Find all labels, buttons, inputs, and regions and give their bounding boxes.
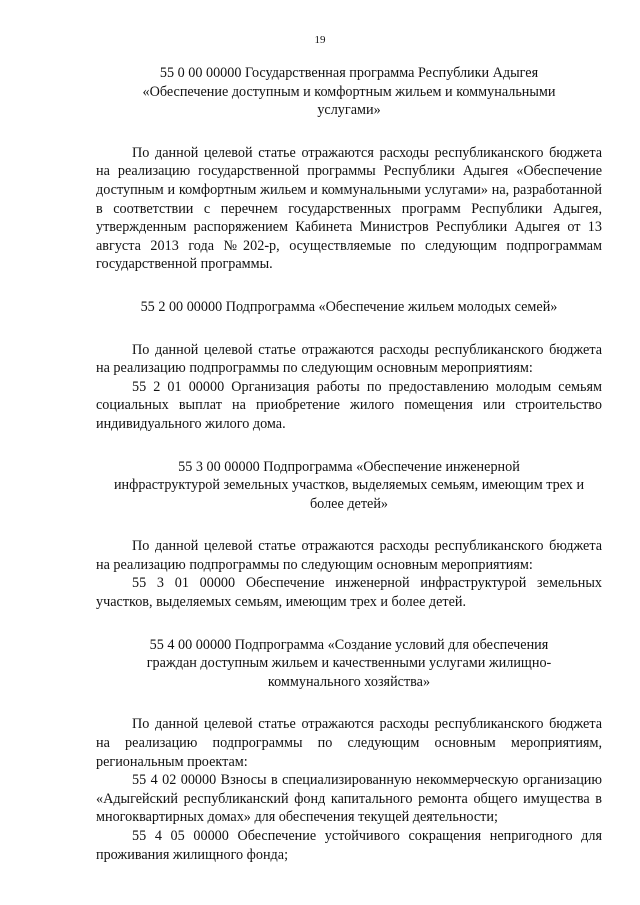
section-heading xyxy=(96,458,602,514)
section-heading xyxy=(96,636,602,692)
body-paragraph: 55 2 01 00000 Организация работы по предоставлению молодым семьям социальных выплат на приобретение жилого помещения или строительство индивидуального жилого дома. xyxy=(96,378,602,432)
heading-line: коммунального хозяйства» xyxy=(267,673,431,690)
heading-line: граждан доступным жильем и качественными услугами жилищно- xyxy=(146,655,552,672)
body-paragraph: По данной целевой статье отражаются расходы республиканского бюджета на реализацию государственной программы Республики Адыгея «Обеспечение доступным и комфортным жильем и коммунальными услугами» на, разработанной в соответствии с перечнем государственных программ Республики Адыгея, утвержденным распоряжением Кабинета Министров Республики Адыгея от 13 августа 2013 года №202-р, осуществляемые по следующим подпрограммам государственной программы. xyxy=(96,144,602,273)
body-paragraph: 55 3 01 00000 Обеспечение инженерной инфраструктурой земельных участков, выделяемых семьям, имеющим трех и более детей. xyxy=(96,575,602,611)
heading-line: услугами» xyxy=(317,102,381,119)
heading-line: более детей» xyxy=(309,495,389,512)
heading-line: 55 0 00 00000 Государственная программа Республики Адыгея xyxy=(159,65,539,81)
heading-line: 55 2 00 00000 Подпрограмма «Обеспечение жильем молодых семей» xyxy=(140,298,558,315)
body-paragraph: По данной целевой статье отражаются расходы республиканского бюджета на реализацию подпрограммы по следующим основным мероприятиям, региональным проектам: xyxy=(96,716,602,770)
section-state-program xyxy=(96,64,602,274)
section-heading xyxy=(96,298,602,317)
heading-line: инфраструктурой земельных участков, выделяемых семьям, имеющим трех и xyxy=(113,477,585,494)
body-paragraph: По данной целевой статье отражаются расходы республиканского бюджета на реализацию подпрограммы по следующим основным мероприятиям: xyxy=(96,538,602,573)
section-heading xyxy=(96,64,602,120)
body-paragraph: 55 4 05 00000 Обеспечение устойчивого сокращения непригодного для проживания жилищного фонда; xyxy=(96,828,602,863)
body-paragraph: По данной целевой статье отражаются расходы республиканского бюджета на реализацию подпрограммы по следующим основным мероприятиям: xyxy=(96,341,602,377)
page-number: 19 xyxy=(314,34,326,46)
section-subprogram-housing-conditions xyxy=(96,636,602,865)
heading-line: «Обеспечение доступным и комфортным жильем и коммунальными xyxy=(142,83,556,100)
body-paragraph: 55 4 02 00000 Взносы в специализированную некоммерческую организацию «Адыгейский республиканский фонд капитального ремонта общего имущества в многоквартирных домах» для обеспечения текущей деятельности; xyxy=(96,772,602,826)
document-body xyxy=(96,64,602,864)
heading-line: 55 4 00 00000 Подпрограмма «Создание условий для обеспечения xyxy=(149,636,549,653)
section-subprogram-young-families xyxy=(96,298,602,434)
section-subprogram-infrastructure xyxy=(96,458,602,612)
heading-line: 55 3 00 00000 Подпрограмма «Обеспечение инженерной xyxy=(178,458,520,475)
